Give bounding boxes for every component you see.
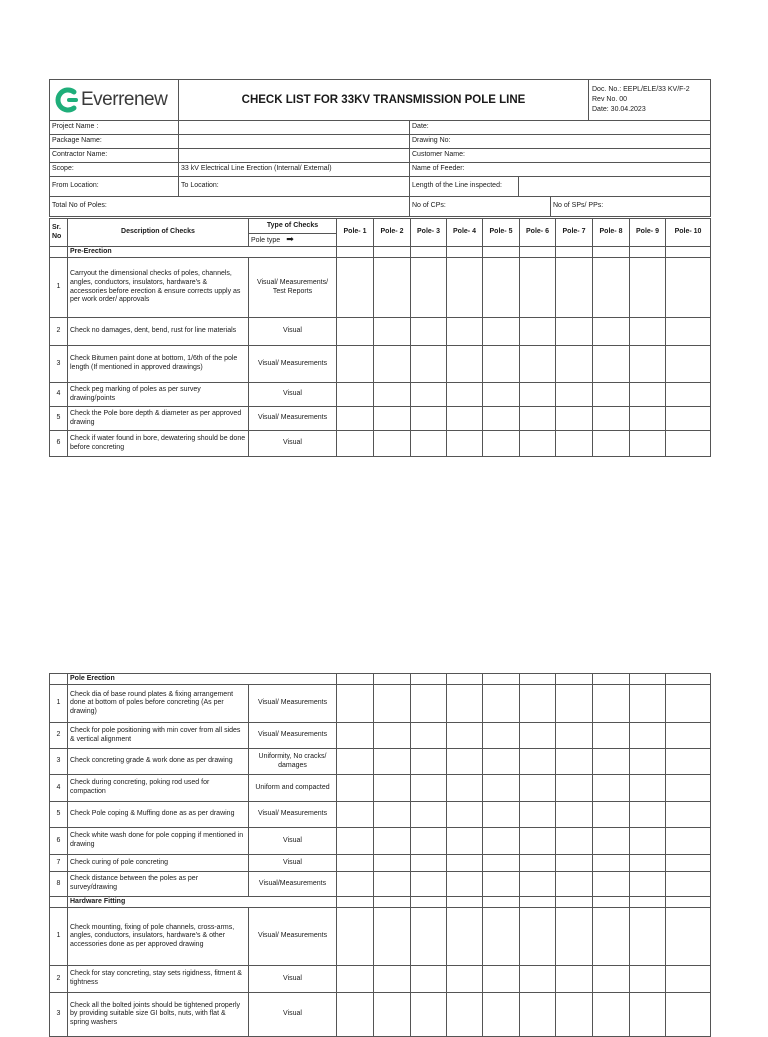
check-description: Check curing of pole concreting: [68, 855, 249, 872]
pole-check-cell[interactable]: [447, 685, 483, 723]
check-row: [50, 685, 711, 723]
pole-check-cell[interactable]: [666, 431, 711, 457]
check-sr-no: 1: [50, 685, 68, 723]
section-title-pre-erection: Pre-Erection: [68, 247, 337, 258]
pole-check-cell[interactable]: [630, 802, 666, 828]
pole-check-cell[interactable]: [556, 318, 593, 346]
pole-check-cell[interactable]: [411, 828, 447, 855]
pole-check-cell[interactable]: [411, 407, 447, 431]
pole-check-cell[interactable]: [337, 749, 374, 775]
pole-header: Pole- 4: [447, 219, 483, 247]
pole-header: Pole- 1: [337, 219, 374, 247]
no-of-sps-field[interactable]: No of SPs/ PPs:: [551, 197, 711, 217]
date-field[interactable]: Date:: [410, 121, 711, 135]
check-type: Visual: [249, 966, 337, 993]
pole-check-cell[interactable]: [483, 318, 520, 346]
check-description: Check white wash done for pole copping if mentioned in drawing: [68, 828, 249, 855]
pole-check-cell[interactable]: [556, 723, 593, 749]
pole-check-cell[interactable]: [411, 723, 447, 749]
check-description: Check distance between the poles as per survey/drawing: [68, 872, 249, 897]
check-row: [50, 346, 711, 383]
check-description: Check for pole positioning with min cover from all sides & vertical alignment: [68, 723, 249, 749]
pole-check-cell[interactable]: [593, 431, 630, 457]
check-description: Check dia of base round plates & fixing arrangement done at bottom of poles before concreting (As per drawing): [68, 685, 249, 723]
pole-check-cell[interactable]: [483, 966, 520, 993]
pole-check-cell[interactable]: [556, 855, 593, 872]
pole-check-cell[interactable]: [630, 872, 666, 897]
pole-check-cell[interactable]: [666, 258, 711, 318]
check-row: [50, 993, 711, 1037]
pole-header: Pole- 5: [483, 219, 520, 247]
check-description: Check Bitumen paint done at bottom, 1/6th of the pole length (If mentioned in approved drawings): [68, 346, 249, 383]
check-type: Visual: [249, 828, 337, 855]
check-type: Visual: [249, 855, 337, 872]
pole-check-cell[interactable]: [374, 383, 411, 407]
pole-check-cell[interactable]: [447, 383, 483, 407]
pole-check-cell[interactable]: [483, 431, 520, 457]
pole-check-cell[interactable]: [666, 855, 711, 872]
pole-check-cell[interactable]: [374, 407, 411, 431]
pole-check-cell[interactable]: [447, 993, 483, 1037]
scope-label: Scope:: [50, 163, 179, 177]
contractor-name-label: Contractor Name:: [50, 149, 179, 163]
drawing-no-field[interactable]: Drawing No:: [410, 135, 711, 149]
pole-check-cell[interactable]: [593, 346, 630, 383]
pole-check-cell[interactable]: [483, 383, 520, 407]
section-title-hardware-fitting: Hardware Fitting: [68, 897, 337, 908]
pole-check-cell[interactable]: [593, 966, 630, 993]
pole-check-cell[interactable]: [483, 749, 520, 775]
pole-check-cell[interactable]: [447, 775, 483, 802]
check-sr-no: 4: [50, 775, 68, 802]
check-type: Visual/ Measurements: [249, 346, 337, 383]
pole-check-cell[interactable]: [630, 383, 666, 407]
document-title: CHECK LIST FOR 33KV TRANSMISSION POLE LINE: [179, 80, 589, 121]
pole-check-cell[interactable]: [666, 966, 711, 993]
pole-header: Pole- 8: [593, 219, 630, 247]
pole-check-cell[interactable]: [630, 723, 666, 749]
check-type: Visual/ Measurements/ Test Reports: [249, 258, 337, 318]
pole-check-cell[interactable]: [374, 685, 411, 723]
pole-check-cell[interactable]: [447, 828, 483, 855]
pole-type-header: [249, 234, 337, 247]
pole-check-cell[interactable]: [666, 993, 711, 1037]
pole-check-cell[interactable]: [337, 966, 374, 993]
no-of-cps-field[interactable]: No of CPs:: [410, 197, 551, 217]
check-sr-no: 2: [50, 723, 68, 749]
section-spacer: [50, 674, 68, 685]
check-type: Visual: [249, 993, 337, 1037]
check-sr-no: 2: [50, 318, 68, 346]
pole-check-cell[interactable]: [666, 908, 711, 966]
check-description: Carryout the dimensional checks of poles, channels, angles, conductors, insulators, hardware's & accessories before erection & ensure corrects upply as per work order/ approvals: [68, 258, 249, 318]
pole-check-cell[interactable]: [520, 723, 556, 749]
arrow-right-icon: ➡: [286, 233, 294, 244]
check-sr-no: 3: [50, 993, 68, 1037]
pole-type-label: Pole type: [251, 236, 281, 244]
check-type: Visual/ Measurements: [249, 908, 337, 966]
pole-check-cell[interactable]: [411, 802, 447, 828]
pole-check-cell[interactable]: [411, 993, 447, 1037]
check-row: [50, 872, 711, 897]
pole-erection-rows: [50, 685, 711, 897]
pole-check-cell[interactable]: [447, 802, 483, 828]
pole-check-cell[interactable]: [337, 828, 374, 855]
pole-check-cell[interactable]: [374, 749, 411, 775]
pole-check-cell[interactable]: [337, 723, 374, 749]
checks-table-pre-erection: [49, 218, 711, 457]
pole-check-cell[interactable]: [374, 872, 411, 897]
pole-check-cell[interactable]: [556, 775, 593, 802]
pole-check-cell[interactable]: [483, 723, 520, 749]
pole-header: Pole- 7: [556, 219, 593, 247]
check-description: Check mounting, fixing of pole channels, cross-arms, angles, conductors, insulators, hardware's & other accessories done as per approved drawing: [68, 908, 249, 966]
pole-check-cell[interactable]: [411, 258, 447, 318]
pole-check-cell[interactable]: [411, 966, 447, 993]
pole-check-cell[interactable]: [666, 775, 711, 802]
logo-text: Everrenew: [81, 88, 168, 110]
check-type: Uniformity, No cracks/ damages: [249, 749, 337, 775]
check-sr-no: 3: [50, 749, 68, 775]
pole-check-cell[interactable]: [556, 258, 593, 318]
pole-check-cell[interactable]: [520, 993, 556, 1037]
pole-check-cell[interactable]: [447, 855, 483, 872]
pole-check-cell[interactable]: [666, 407, 711, 431]
check-description: Check peg marking of poles as per survey drawing/points: [68, 383, 249, 407]
pole-check-cell[interactable]: [447, 346, 483, 383]
check-row: [50, 966, 711, 993]
pole-check-cell[interactable]: [520, 966, 556, 993]
pole-check-cell[interactable]: [593, 855, 630, 872]
check-sr-no: 5: [50, 407, 68, 431]
pole-check-cell[interactable]: [666, 318, 711, 346]
pole-check-cell[interactable]: [337, 431, 374, 457]
pole-check-cell[interactable]: [337, 346, 374, 383]
pole-check-cell[interactable]: [556, 908, 593, 966]
pole-check-cell[interactable]: [337, 908, 374, 966]
pole-check-cell[interactable]: [630, 855, 666, 872]
pole-check-cell[interactable]: [593, 383, 630, 407]
check-row: [50, 723, 711, 749]
pole-check-cell[interactable]: [593, 723, 630, 749]
pole-check-cell[interactable]: [447, 258, 483, 318]
scope-value: 33 kV Electrical Line Erection (Internal/ External): [179, 163, 410, 177]
pole-check-cell[interactable]: [593, 828, 630, 855]
pole-check-cell[interactable]: [630, 828, 666, 855]
check-type: Visual: [249, 318, 337, 346]
pole-check-cell[interactable]: [337, 802, 374, 828]
check-description: Check during concreting, poking rod used for compaction: [68, 775, 249, 802]
check-description: Check the Pole bore depth & diameter as per approved drawing: [68, 407, 249, 431]
pole-check-cell[interactable]: [447, 872, 483, 897]
check-type: Visual/ Measurements: [249, 685, 337, 723]
pole-check-cell[interactable]: [411, 749, 447, 775]
pole-check-cell[interactable]: [374, 828, 411, 855]
pole-check-cell[interactable]: [483, 872, 520, 897]
pole-check-cell[interactable]: [666, 828, 711, 855]
pole-check-cell[interactable]: [593, 258, 630, 318]
type-of-checks-header: Type of Checks: [249, 219, 337, 234]
check-row: [50, 407, 711, 431]
check-type: Visual: [249, 431, 337, 457]
check-type: Visual/ Measurements: [249, 802, 337, 828]
pole-check-cell[interactable]: [411, 346, 447, 383]
length-inspected-label: Length of the Line inspected:: [410, 177, 519, 197]
pole-check-cell[interactable]: [520, 258, 556, 318]
section-spacer: [50, 897, 68, 908]
check-row: [50, 855, 711, 872]
pole-check-cell[interactable]: [520, 775, 556, 802]
pole-check-cell[interactable]: [520, 802, 556, 828]
doc-number: Doc. No.: EEPL/ELE/33 KV/F-2: [592, 86, 690, 93]
pole-check-cell[interactable]: [374, 318, 411, 346]
pole-check-cell[interactable]: [666, 749, 711, 775]
check-sr-no: 8: [50, 872, 68, 897]
pole-check-cell[interactable]: [483, 346, 520, 383]
pole-check-cell[interactable]: [483, 993, 520, 1037]
package-name-field[interactable]: [179, 135, 410, 149]
section-spacer: [50, 247, 68, 258]
length-inspected-field[interactable]: [519, 177, 711, 197]
pole-check-cell[interactable]: [666, 685, 711, 723]
pole-check-cell[interactable]: [630, 685, 666, 723]
pole-check-cell[interactable]: [630, 431, 666, 457]
pre-erection-rows: [50, 258, 711, 457]
pole-check-cell[interactable]: [411, 431, 447, 457]
pole-check-cell[interactable]: [337, 407, 374, 431]
total-poles-field[interactable]: Total No of Poles:: [50, 197, 410, 217]
check-description: Check all the bolted joints should be tightened properly by providing suitable size GI bolts, nuts, with flat & spring washers: [68, 993, 249, 1037]
pole-check-cell[interactable]: [593, 872, 630, 897]
from-location-label: From Location:: [50, 177, 179, 197]
pole-check-cell[interactable]: [666, 802, 711, 828]
pole-check-cell[interactable]: [630, 407, 666, 431]
pole-check-cell[interactable]: [666, 872, 711, 897]
description-header: Description of Checks: [68, 219, 249, 247]
pole-check-cell[interactable]: [666, 383, 711, 407]
pole-check-cell[interactable]: [593, 908, 630, 966]
check-type: Visual/ Measurements: [249, 407, 337, 431]
pole-check-cell[interactable]: [374, 966, 411, 993]
pole-check-cell[interactable]: [520, 431, 556, 457]
check-description: Check concreting grade & work done as per drawing: [68, 749, 249, 775]
check-row: [50, 828, 711, 855]
pole-check-cell[interactable]: [556, 872, 593, 897]
pole-check-cell[interactable]: [520, 346, 556, 383]
project-name-label: Project Name :: [50, 121, 179, 135]
pole-check-cell[interactable]: [556, 828, 593, 855]
pole-check-cell[interactable]: [411, 685, 447, 723]
pole-check-cell[interactable]: [483, 685, 520, 723]
contractor-name-field[interactable]: [179, 149, 410, 163]
pole-check-cell[interactable]: [630, 346, 666, 383]
check-sr-no: 3: [50, 346, 68, 383]
check-row: [50, 383, 711, 407]
check-sr-no: 1: [50, 258, 68, 318]
pole-header: Pole- 3: [411, 219, 447, 247]
pole-check-cell[interactable]: [593, 685, 630, 723]
pole-check-cell[interactable]: [520, 749, 556, 775]
pole-check-cell[interactable]: [374, 908, 411, 966]
pole-check-cell[interactable]: [556, 407, 593, 431]
pole-check-cell[interactable]: [411, 383, 447, 407]
pole-check-cell[interactable]: [666, 723, 711, 749]
check-row: [50, 258, 711, 318]
check-description: Check if water found in bore, dewatering should be done before concreting: [68, 431, 249, 457]
pole-check-cell[interactable]: [483, 908, 520, 966]
pole-check-cell[interactable]: [483, 802, 520, 828]
pole-check-cell[interactable]: [593, 775, 630, 802]
pole-check-cell[interactable]: [374, 855, 411, 872]
pole-check-cell[interactable]: [630, 775, 666, 802]
pole-check-cell[interactable]: [337, 383, 374, 407]
pole-check-cell[interactable]: [520, 908, 556, 966]
check-row: [50, 908, 711, 966]
pole-check-cell[interactable]: [411, 318, 447, 346]
package-name-label: Package Name:: [50, 135, 179, 149]
pole-check-cell[interactable]: [411, 775, 447, 802]
everrenew-logo-icon: [54, 86, 78, 114]
check-sr-no: 1: [50, 908, 68, 966]
revision-number: Rev No. 00: [592, 96, 628, 103]
check-row: [50, 318, 711, 346]
pole-check-cell[interactable]: [374, 993, 411, 1037]
pole-check-cell[interactable]: [593, 749, 630, 775]
pole-check-cell[interactable]: [556, 346, 593, 383]
check-row: [50, 431, 711, 457]
check-sr-no: 6: [50, 431, 68, 457]
pole-check-cell[interactable]: [483, 258, 520, 318]
check-description: Check no damages, dent, bend, rust for line materials: [68, 318, 249, 346]
pole-check-cell[interactable]: [411, 855, 447, 872]
pole-header: Pole- 10: [666, 219, 711, 247]
pole-check-cell[interactable]: [374, 346, 411, 383]
pole-check-cell[interactable]: [520, 318, 556, 346]
check-description: Check for stay concreting, stay sets rigidness, fitment & tightness: [68, 966, 249, 993]
pole-check-cell[interactable]: [630, 908, 666, 966]
pole-check-cell[interactable]: [447, 723, 483, 749]
check-row: [50, 749, 711, 775]
check-row: [50, 802, 711, 828]
pole-check-cell[interactable]: [593, 802, 630, 828]
pole-check-cell[interactable]: [630, 258, 666, 318]
pole-check-cell[interactable]: [520, 872, 556, 897]
pole-check-cell[interactable]: [483, 855, 520, 872]
pole-check-cell[interactable]: [337, 685, 374, 723]
project-name-field[interactable]: [179, 121, 410, 135]
pole-check-cell[interactable]: [374, 775, 411, 802]
pole-check-cell[interactable]: [520, 383, 556, 407]
pole-check-cell[interactable]: [483, 407, 520, 431]
pole-check-cell[interactable]: [483, 775, 520, 802]
pole-check-cell[interactable]: [520, 685, 556, 723]
pole-check-cell[interactable]: [337, 872, 374, 897]
pole-header: Pole- 2: [374, 219, 411, 247]
logo-cell: [50, 80, 179, 121]
pole-check-cell[interactable]: [374, 723, 411, 749]
check-sr-no: 2: [50, 966, 68, 993]
pole-check-cell[interactable]: [337, 993, 374, 1037]
hardware-fitting-rows: [50, 908, 711, 1037]
pole-header: Pole- 6: [520, 219, 556, 247]
pole-header: Pole- 9: [630, 219, 666, 247]
pole-check-cell[interactable]: [556, 431, 593, 457]
check-type: Uniform and compacted: [249, 775, 337, 802]
check-description: Check Pole coping & Muffing done as as per drawing: [68, 802, 249, 828]
pole-check-cell[interactable]: [374, 258, 411, 318]
pole-check-cell[interactable]: [520, 407, 556, 431]
customer-name-field[interactable]: Customer Name:: [410, 149, 711, 163]
pole-check-cell[interactable]: [337, 855, 374, 872]
check-sr-no: 7: [50, 855, 68, 872]
pole-check-cell[interactable]: [411, 872, 447, 897]
project-info-grid: [49, 120, 711, 217]
check-row: [50, 775, 711, 802]
pole-check-cell[interactable]: [520, 855, 556, 872]
pole-check-cell[interactable]: [337, 258, 374, 318]
checks-table-continued: [49, 673, 711, 1037]
feeder-name-field[interactable]: Name of Feeder:: [410, 163, 711, 177]
pole-check-cell[interactable]: [556, 802, 593, 828]
pole-check-cell[interactable]: [556, 749, 593, 775]
document-meta: [589, 80, 711, 121]
pole-check-cell[interactable]: [630, 318, 666, 346]
pole-check-cell[interactable]: [483, 828, 520, 855]
check-sr-no: 6: [50, 828, 68, 855]
pole-check-cell[interactable]: [630, 966, 666, 993]
pole-check-cell[interactable]: [666, 346, 711, 383]
sr-no-header: Sr. No: [50, 219, 68, 247]
pole-check-cell[interactable]: [411, 908, 447, 966]
pole-check-cell[interactable]: [556, 685, 593, 723]
pole-check-cell[interactable]: [556, 966, 593, 993]
pole-check-cell[interactable]: [630, 749, 666, 775]
pole-check-cell[interactable]: [630, 993, 666, 1037]
pole-check-cell[interactable]: [374, 431, 411, 457]
document-date: Date: 30.04.2023: [592, 106, 646, 113]
check-type: Visual/Measurements: [249, 872, 337, 897]
check-type: Visual: [249, 383, 337, 407]
pole-check-cell[interactable]: [593, 407, 630, 431]
pole-check-cell[interactable]: [447, 908, 483, 966]
pole-check-cell[interactable]: [520, 828, 556, 855]
pole-check-cell[interactable]: [337, 775, 374, 802]
pole-check-cell[interactable]: [447, 318, 483, 346]
to-location-field[interactable]: To Location:: [179, 177, 410, 197]
document-header: [49, 79, 711, 121]
pole-check-cell[interactable]: [447, 407, 483, 431]
pole-check-cell[interactable]: [447, 966, 483, 993]
check-type: Visual/ Measurements: [249, 723, 337, 749]
pole-check-cell[interactable]: [337, 318, 374, 346]
pole-check-cell[interactable]: [447, 431, 483, 457]
check-sr-no: 4: [50, 383, 68, 407]
section-title-pole-erection: Pole Erection: [68, 674, 337, 685]
pole-check-cell[interactable]: [556, 993, 593, 1037]
pole-check-cell[interactable]: [556, 383, 593, 407]
pole-check-cell[interactable]: [593, 318, 630, 346]
pole-check-cell[interactable]: [374, 802, 411, 828]
check-sr-no: 5: [50, 802, 68, 828]
pole-check-cell[interactable]: [447, 749, 483, 775]
pole-check-cell[interactable]: [593, 993, 630, 1037]
